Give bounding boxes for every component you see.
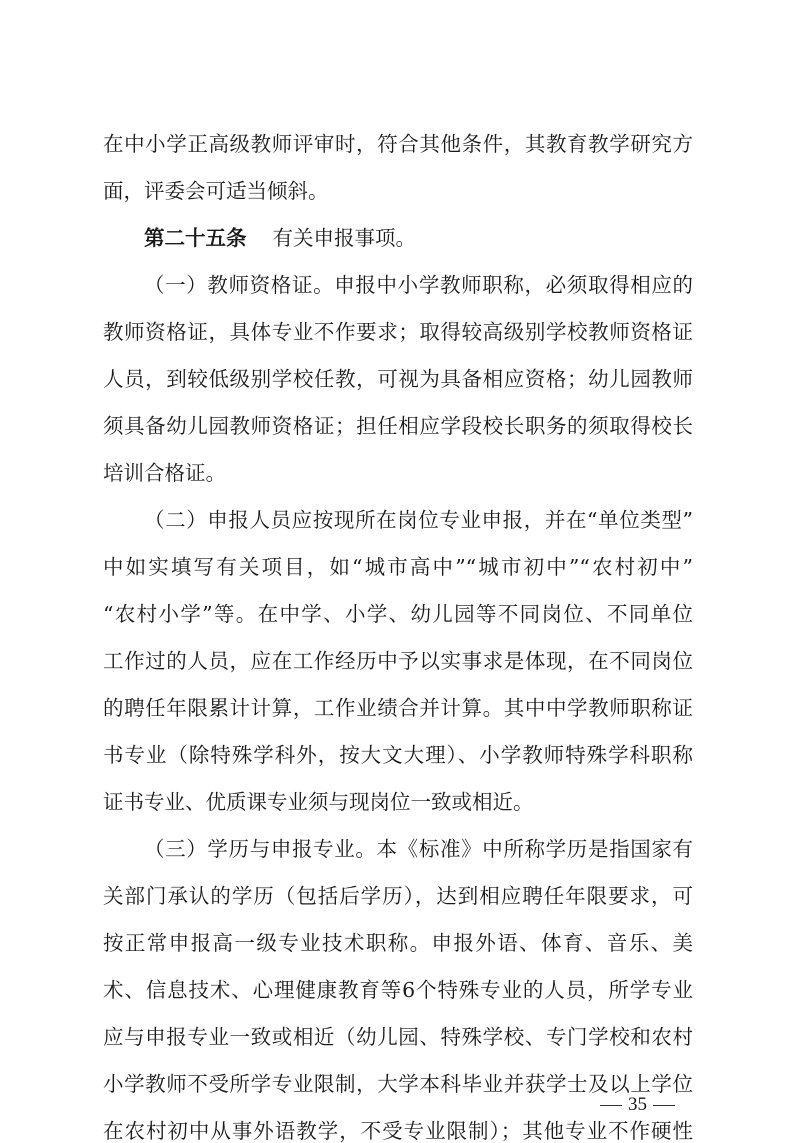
- paragraph-line: （三）学历与申报专业。本《标准》中所称学历是指国家有: [144, 837, 693, 861]
- paragraph-line: 教师资格证，具体专业不作要求；取得较高级别学校教师资格证: [103, 320, 693, 344]
- paragraph-line: 术、信息技术、心理健康教育等6个特殊专业的人员，所学专业: [103, 978, 693, 1002]
- paragraph-line: 应与申报专业一致或相近（幼儿园、特殊学校、专门学校和农村: [103, 1025, 693, 1049]
- page-footer: [594, 1094, 684, 1116]
- paragraph-line: 的聘任年限累计计算，工作业绩合并计算。其中中学教师职称证: [103, 696, 693, 720]
- footer-dash-right: [653, 1105, 675, 1106]
- paragraph-line: （一）教师资格证。申报中小学教师职称，必须取得相应的: [144, 273, 693, 297]
- paragraph-line: 在农村初中从事外语教学，不受专业限制）；其他专业不作硬性: [103, 1119, 693, 1143]
- paragraph-line: （二）申报人员应按现所在岗位专业申报，并在“单位类型”: [144, 508, 693, 532]
- paragraph-line: 须具备幼儿园教师资格证；担任相应学段校长职务的须取得校长: [103, 414, 693, 438]
- paragraph-line: 小学教师不受所学专业限制，大学本科毕业并获学士及以上学位: [103, 1072, 693, 1096]
- paragraph-line: 中如实填写有关项目，如“城市高中”“城市初中”“农村初中”: [103, 555, 693, 579]
- paragraph-line: 工作过的人员，应在工作经历中予以实事求是体现，在不同岗位: [103, 649, 693, 673]
- page-number: 35: [628, 1094, 647, 1115]
- paragraph-line: 书专业（除特殊学科外，按大文大理）、小学教师特殊学科职称: [103, 743, 693, 767]
- paragraph-line: 面，评委会可适当倾斜。: [103, 179, 329, 203]
- paragraph-line: 人员，到较低级别学校任教，可视为具备相应资格；幼儿园教师: [103, 367, 693, 391]
- article-text: 有关申报事项。: [272, 226, 416, 250]
- paragraph-line: 证书专业、优质课专业须与现岗位一致或相近。: [103, 790, 534, 814]
- paragraph-line: 关部门承认的学历（包括后学历），达到相应聘任年限要求，可: [103, 884, 693, 908]
- paragraph-line: 按正常申报高一级专业技术职称。申报外语、体育、音乐、美: [103, 931, 693, 955]
- paragraph-line: 在中小学正高级教师评审时，符合其他条件，其教育教学研究方: [103, 132, 693, 156]
- paragraph-line: “农村小学”等。在中学、小学、幼儿园等不同岗位、不同单位: [103, 602, 693, 626]
- article-line: [144, 226, 693, 250]
- footer-dash-left: [600, 1105, 622, 1106]
- article-heading: 第二十五条: [144, 226, 247, 250]
- paragraph-line: 培训合格证。: [103, 461, 226, 485]
